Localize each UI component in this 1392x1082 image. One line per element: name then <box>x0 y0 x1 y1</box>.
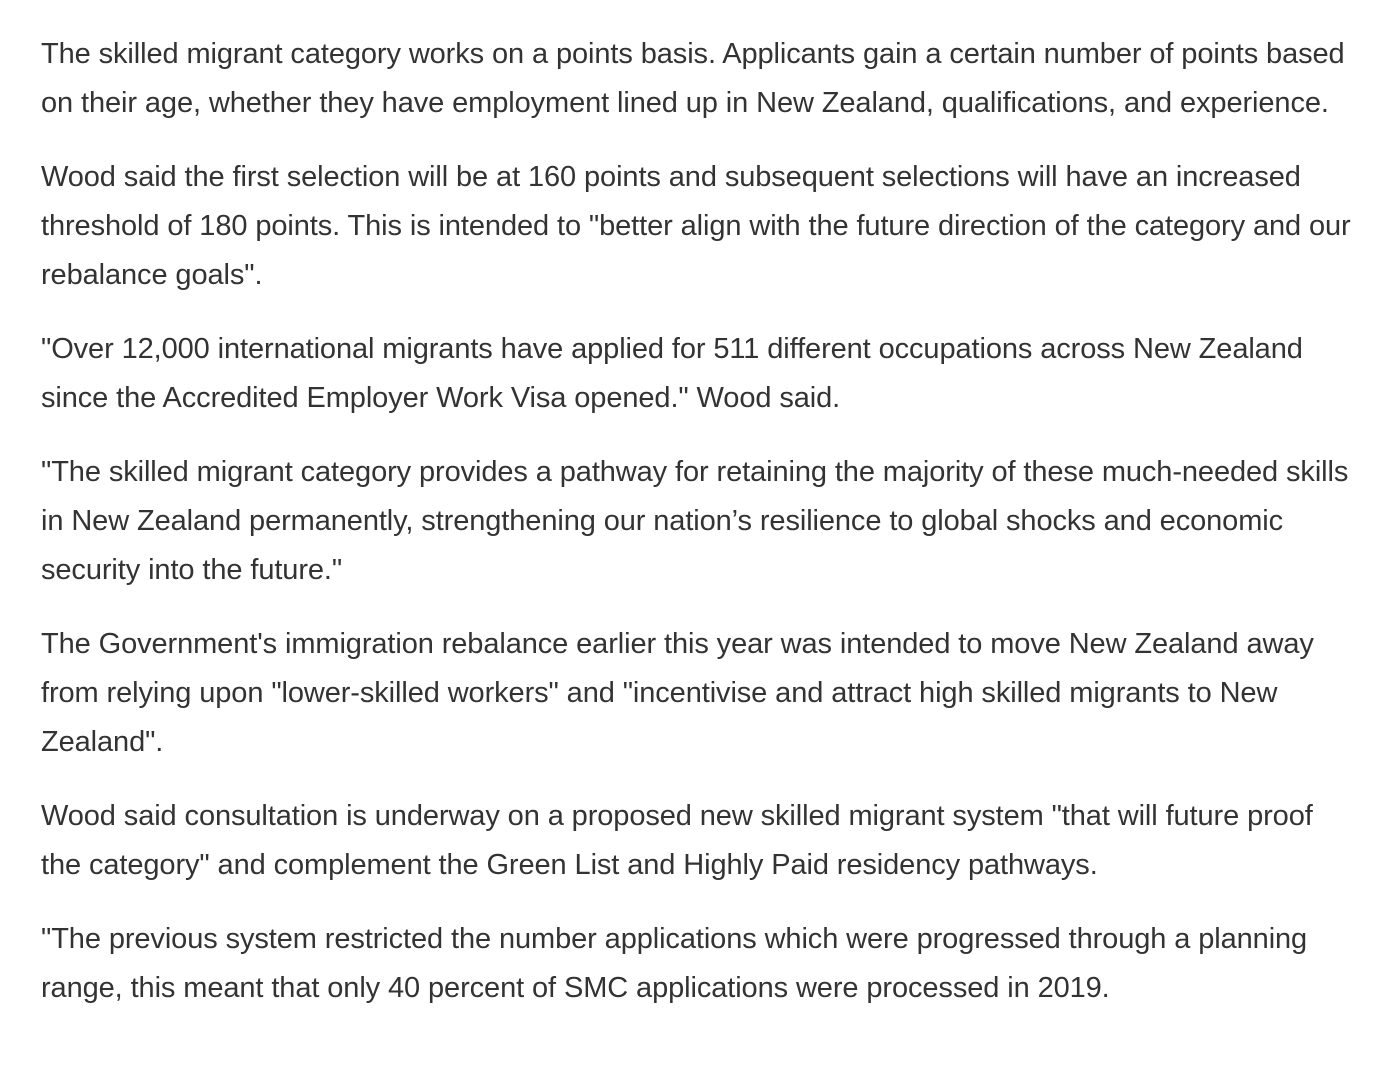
article-paragraph: Wood said consultation is underway on a proposed new skilled migrant system "that will future proof the category" and complement the Green List and Highly Paid residency pathways. <box>41 799 1313 881</box>
article-body <box>41 30 1353 1038</box>
article-paragraph: The skilled migrant category works on a points basis. Applicants gain a certain number of points based on their age, whether they have employment lined up in New Zealand, qualifications, and experience. <box>41 38 1345 119</box>
article-paragraph: "The skilled migrant category provides a pathway for retaining the majority of these much-needed skills in New Zealand permanently, strengthening our nation’s resilience to global shocks and economic security into the future." <box>41 456 1349 586</box>
article-paragraph: Wood said the first selection will be at 160 points and subsequent selections will have an increased threshold of 180 points. This is intended to "better align with the future direction of the category and our rebalance goals". <box>41 161 1351 291</box>
article-paragraph: "The previous system restricted the number applications which were progressed through a planning range, this meant that only 40 percent of SMC applications were processed in 2019. <box>41 922 1308 1004</box>
article-paragraph: The Government's immigration rebalance earlier this year was intended to move New Zealand away from relying upon "lower-skilled workers" and "incentivise and attract high skilled migrants to New Zealand". <box>41 627 1314 758</box>
article-paragraph: "Over 12,000 international migrants have applied for 511 different occupations across New Zealand since the Accredited Employer Work Visa opened." Wood said. <box>41 332 1303 414</box>
